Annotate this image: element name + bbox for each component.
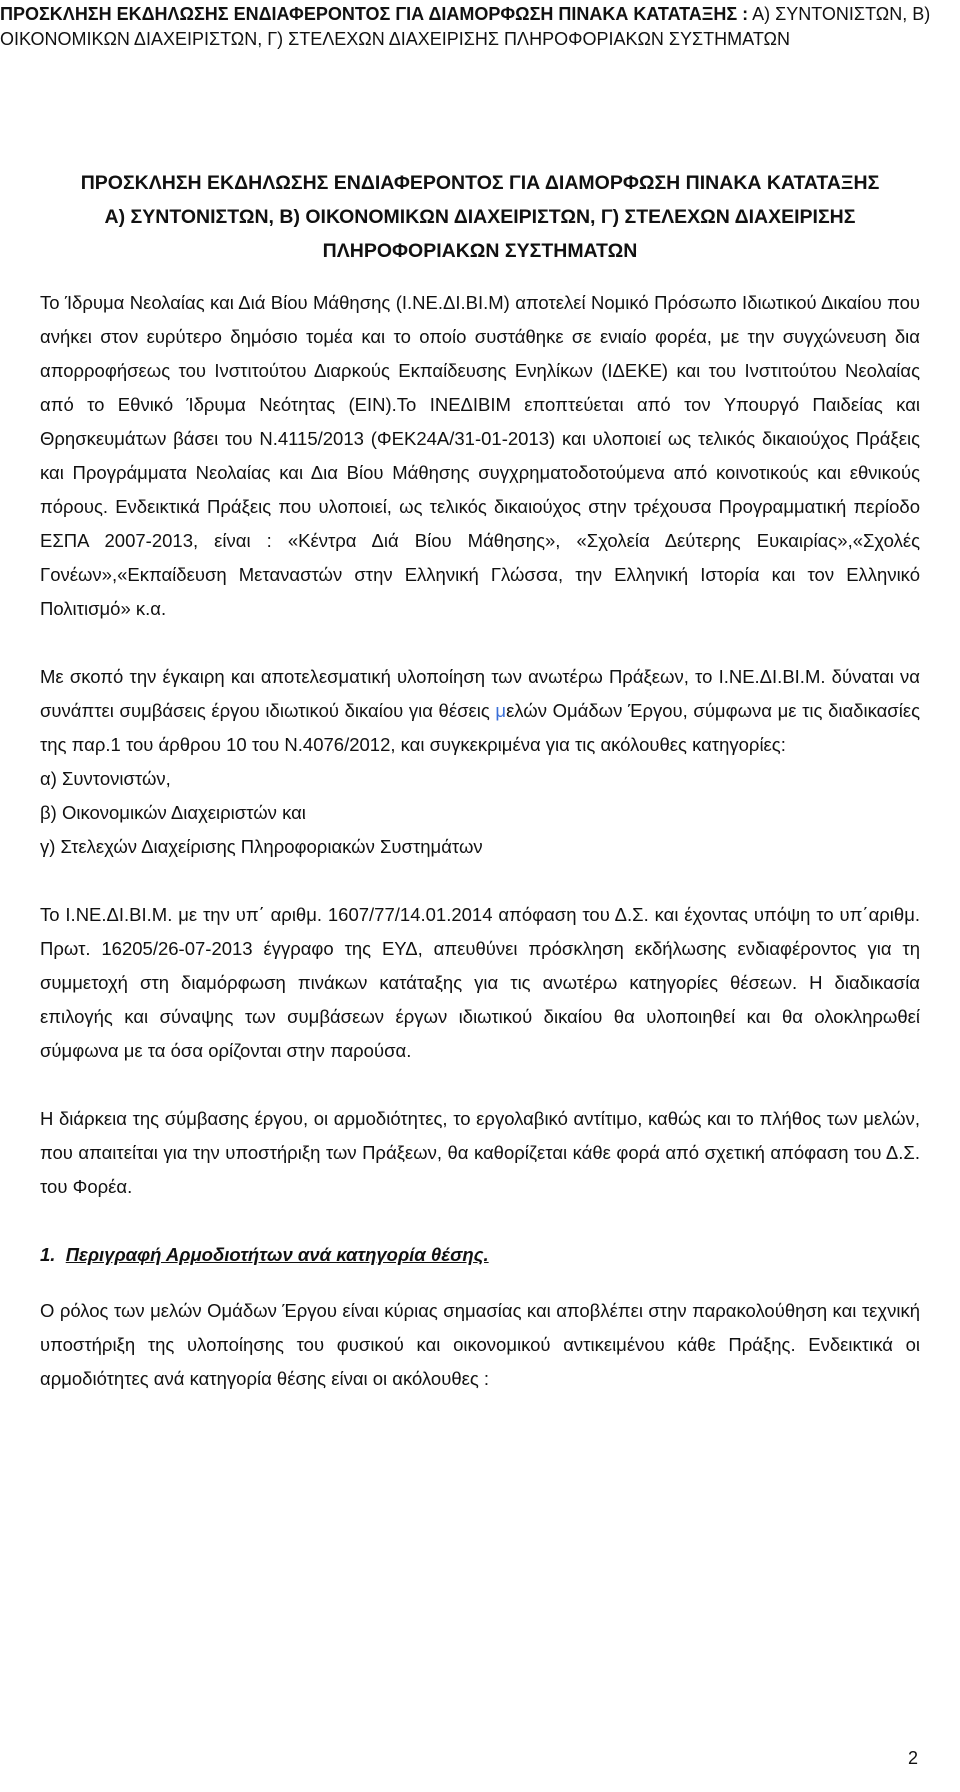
running-header-rest: Α) ΣΥΝΤΟΝΙΣΤΩΝ, Β)	[748, 4, 931, 24]
paragraph-purpose	[40, 660, 920, 762]
running-header-bold: ΠΡΟΣΚΛΗΣΗ ΕΚΔΗΛΩΣΗΣ ΕΝΔΙΑΦΕΡΟΝΤΟΣ ΓΙΑ ΔΙΑΜΟΡΦΩΣΗ ΠΙΝΑΚΑ ΚΑΤΑΤΑΞΗΣ :	[0, 4, 749, 24]
paragraph-duration: Η διάρκεια της σύμβασης έργου, οι αρμοδιότητες, το εργολαβικό αντίτιμο, καθώς και το πλήθος των μελών, που απαιτείται για την υποστήριξη των Πράξεων, θα καθορίζεται κάθε φορά από σχετική απόφαση του Δ.Σ. του Φορέα.	[40, 1108, 920, 1197]
category-b: β) Οικονομικών Διαχειριστών και	[40, 802, 306, 823]
section-number: 1.	[40, 1244, 56, 1265]
paragraph-purpose-text-2: ελών Ομάδων Έργου, σύμφωνα με τις διαδικασίες της παρ.1 του άρθρου 10 του Ν.4076/2012, και συγκεκριμένα για τις ακόλουθες κατηγορίες:	[40, 700, 921, 755]
paragraph-purpose-text-1: Με σκοπό την έγκαιρη και αποτελεσματική υλοποίηση των ανωτέρω Πράξεων, το Ι.ΝΕ.ΔΙ.ΒΙ.Μ. δύναται να συνάπτει συμβάσεις έργου ιδιωτικού δικαίου για θέσεις	[40, 666, 920, 721]
document-title	[40, 166, 920, 268]
paragraph-decision: Το Ι.ΝΕ.ΔΙ.ΒΙ.Μ. με την υπ΄ αριθμ. 1607/77/14.01.2014 απόφαση του Δ.Σ. και έχοντας υπόψη το υπ΄αριθμ. Πρωτ. 16205/26-07-2013 έγγραφο της ΕΥΔ, απευθύνει πρόσκληση εκδήλωσης ενδιαφέροντος για τη συμμετοχή στη διαμόρφωση πινάκων κατάταξης για τις ανωτέρω κατηγορίες θέσεων. Η διαδικασία επιλογής και σύναψης των συμβάσεων έργων ιδιωτικού δικαίου θα υλοποιηθεί και θα ολοκληρωθεί σύμφωνα με τα όσα ορίζονται στην παρούσα.	[40, 904, 920, 1061]
title-line-1: ΠΡΟΣΚΛΗΣΗ ΕΚΔΗΛΩΣΗΣ ΕΝΔΙΑΦΕΡΟΝΤΟΣ ΓΙΑ ΔΙΑΜΟΡΦΩΣΗ ΠΙΝΑΚΑ ΚΑΤΑΤΑΞΗΣ	[80, 172, 880, 194]
document-body	[40, 286, 920, 1396]
paragraph-role: Ο ρόλος των μελών Ομάδων Έργου είναι κύριας σημασίας και αποβλέπει στην παρακολούθηση και τεχνική υποστήριξη της υλοποίησης του φυσικού και οικονομικού αντικειμένου κάθε Πράξης. Ενδεικτικά οι αρμοδιότητες ανά κατηγορία θέσης είναι οι ακόλουθες :	[40, 1300, 920, 1389]
page-number: 2	[907, 1748, 918, 1768]
paragraph-purpose-accent: μ	[495, 700, 507, 721]
category-c: γ) Στελεχών Διαχείρισης Πληροφοριακών Συστημάτων	[40, 836, 483, 857]
paragraph-intro: Το Ίδρυμα Νεολαίας και Διά Βίου Μάθησης (Ι.ΝΕ.ΔΙ.ΒΙ.Μ) αποτελεί Νομικό Πρόσωπο Ιδιωτικού Δικαίου που ανήκει στον ευρύτερο δημόσιο τομέα και το οποίο συστάθηκε σε ενιαίο φορέα, με την συγχώνευση δια απορροφήσεως του Ινστιτούτου Διαρκούς Εκπαίδευσης Ενηλίκων (ΙΔΕΚΕ) και του Ινστιτούτου Νεολαίας από το Εθνικό Ίδρυμα Νεότητας (ΕΙΝ).Το ΙΝΕΔΙΒΙΜ εποπτεύεται από τον Υπουργό Παιδείας και Θρησκευμάτων βάσει του Ν.4115/2013 (ΦΕΚ24Α/31-01-2013) και υλοποιεί ως τελικός δικαιούχος Πράξεις και Προγράμματα Νεολαίας και Δια Βίου Μάθησης συγχρηματοδοτούμενα από κοινοτικούς και εθνικούς πόρους. Ενδεικτικά Πράξεις που υλοποιεί, ως τελικός δικαιούχος στην τρέχουσα Προγραμματική περίοδο ΕΣΠΑ 2007-2013, είναι : «Κέντρα Διά Βίου Μάθησης», «Σχολεία Δεύτερης Ευκαιρίας»,«Σχολές Γονέων»,«Εκπαίδευση Μεταναστών στην Ελληνική Γλώσσα, την Ελληνική Ιστορία και τον Ελληνικό Πολιτισμό» κ.α.	[40, 292, 920, 619]
title-line-3: ΠΛΗΡΟΦΟΡΙΑΚΩΝ ΣΥΣΤΗΜΑΤΩΝ	[322, 240, 638, 262]
section-title: Περιγραφή Αρμοδιοτήτων ανά κατηγορία θέσης.	[65, 1244, 489, 1265]
running-header-line-2: ΟΙΚΟΝΟΜΙΚΩΝ ΔΙΑΧΕΙΡΙΣΤΩΝ, Γ) ΣΤΕΛΕΧΩΝ ΔΙΑΧΕΙΡΙΣΗΣ ΠΛΗΡΟΦΟΡΙΑΚΩΝ ΣΥΣΤΗΜΑΤΩΝ	[0, 29, 790, 49]
running-header	[0, 2, 950, 52]
category-a: α) Συντονιστών,	[40, 768, 171, 789]
section-heading-1	[40, 1238, 920, 1272]
title-line-2: Α) ΣΥΝΤΟΝΙΣΤΩΝ, Β) ΟΙΚΟΝΟΜΙΚΩΝ ΔΙΑΧΕΙΡΙΣΤΩΝ, Γ) ΣΤΕΛΕΧΩΝ ΔΙΑΧΕΙΡΙΣΗΣ	[104, 206, 856, 228]
running-header-line-1	[0, 2, 950, 27]
